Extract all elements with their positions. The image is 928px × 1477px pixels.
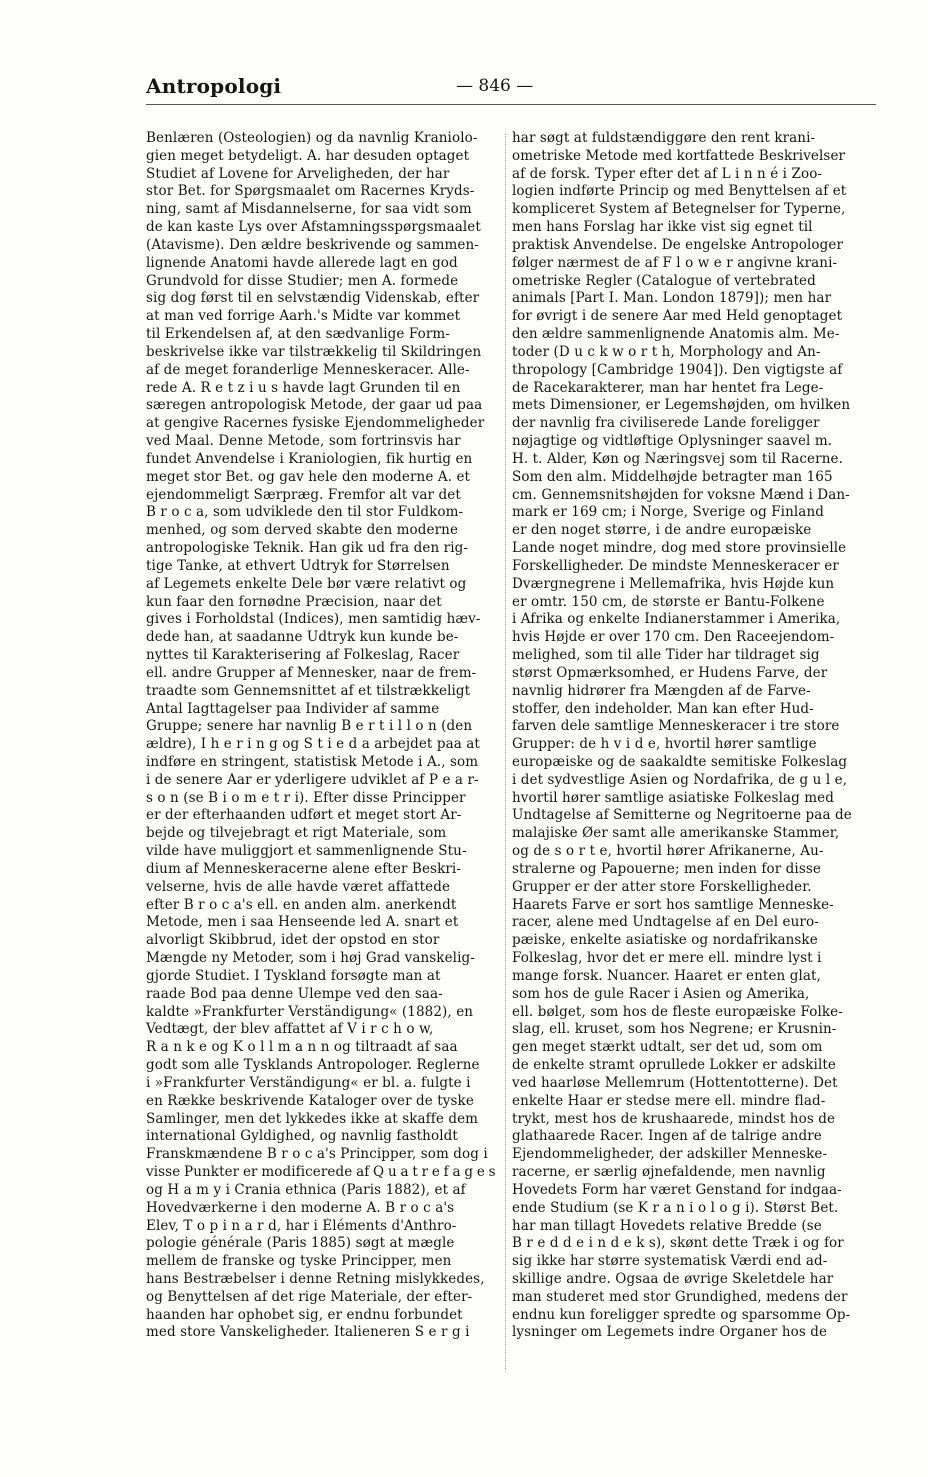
- text-line: ometriske Regler (Catalogue of vertebrated: [512, 272, 816, 289]
- text-line: Forskelligheder. De mindste Menneskeracer er: [512, 557, 839, 574]
- text-line: pæiske, enkelte asiatiske og nordafrikanske: [512, 932, 818, 949]
- text-line: europæiske og de saakaldte semitiske Folkeslag: [512, 753, 848, 770]
- text-line: ende Studium (se K r a n i o l o g i). Størst Bet.: [512, 1199, 839, 1216]
- text-line: sig ikke har større systematisk Værdi end ad-: [512, 1253, 828, 1270]
- text-line: lysninger om Legemets indre Organer hos de: [512, 1324, 828, 1341]
- text-line: mellem de franske og tyske Principper, men: [146, 1253, 452, 1270]
- text-line: den ældre sammenlignende Anatomis alm. Me-: [512, 326, 840, 343]
- text-line: enkelte Haar er stedse mere ell. mindre flad-: [512, 1092, 826, 1109]
- text-line: der navnlig fra civiliserede Lande foreligger: [512, 415, 820, 432]
- text-line: bejde og tilvejebragt et rigt Materiale, som: [146, 825, 447, 842]
- text-line: i det sydvestlige Asien og Nordafrika, de g u l e,: [512, 771, 848, 788]
- text-line: lignende Anatomi havde allerede lagt en god: [146, 254, 458, 271]
- text-line: med store Vanskeligheder. Italieneren S e r g i: [146, 1324, 470, 1341]
- text-line: særegen antropologisk Metode, der gaar ud paa: [146, 397, 483, 414]
- text-line: hvortil hører samtlige asiatiske Folkeslag med: [512, 789, 835, 806]
- text-line: mark er 169 cm; i Norge, Sverige og Finland: [512, 504, 824, 521]
- text-line: de Racekarakterer, man har hentet fra Lege-: [512, 379, 824, 396]
- text-line: alvorligt Skibbrud, idet der opstod en stor: [146, 932, 440, 949]
- text-line: nyttes til Karakterisering af Folkeslag, Racer: [146, 647, 460, 664]
- text-line: pologie générale (Paris 1885) søgt at mægle: [146, 1235, 455, 1252]
- text-line: endnu kun foreligger spredte og sparsomme Op-: [512, 1306, 851, 1323]
- text-line: Haarets Farve er sort hos samtlige Menneske-: [512, 896, 834, 913]
- text-line: Vedtægt, der blev affattet af V i r c h o w,: [146, 1021, 434, 1038]
- text-line: men hans Forslag har ikke vist sig egnet til: [512, 219, 813, 236]
- text-line: ell. andre Grupper af Mennesker, naar de frem-: [146, 664, 477, 681]
- text-line: stoffer, den indeholder. Man kan efter Hud-: [512, 700, 814, 717]
- text-line: mets Dimensioner, er Legemshøjden, om hvilken: [512, 397, 851, 414]
- text-line: indføre en stringent, statistisk Metode i A., som: [146, 753, 479, 770]
- text-line: og de s o r t e, hvortil hører Afrikanerne, Au-: [512, 843, 824, 860]
- text-line: trykt, mest hos de krushaarede, mindst hos de: [512, 1110, 836, 1127]
- text-line: nøjagtige og vidtløftige Oplysninger saavel m.: [512, 433, 833, 450]
- text-line: glathaarede Racer. Ingen af de talrige andre: [512, 1128, 822, 1145]
- text-line: Franskmændene B r o c a's Principper, som dog i: [146, 1146, 488, 1163]
- text-line: skillige andre. Ogsaa de øvrige Skeletdele har: [512, 1271, 834, 1287]
- text-line: i de senere Aar er yderligere udviklet af P e a r-: [146, 771, 479, 788]
- text-line: at man ved forrige Aarh.'s Midte var kommet: [146, 308, 461, 325]
- text-line: (Atavisme). Den ældre beskrivende og sammen-: [146, 236, 479, 253]
- text-line: s o n (se B i o m e t r i). Efter disse Principper: [146, 789, 466, 806]
- text-line: R a n k e og K o l l m a n n og tiltraadt af saa: [146, 1039, 458, 1056]
- text-line: international Gyldighed, og navnlig fastholdt: [146, 1128, 458, 1145]
- text-line: farven dele samtlige Menneskeracer i tre store: [512, 718, 840, 735]
- text-line: raade Bod paa denne Ulempe ved den saa-: [146, 985, 443, 1002]
- text-line: Elev, T o p i n a r d, har i Éléments d'Anthro-: [146, 1217, 457, 1234]
- text-line: Metode, men i saa Henseende led A. snart et: [146, 914, 459, 931]
- text-line: fundet Anvendelse i Kraniologien, fik hurtig en: [146, 450, 473, 467]
- text-line: ejendommeligt Særpræg. Fremfor alt var det: [146, 486, 461, 503]
- text-line: praktisk Anvendelse. De engelske Antropologer: [512, 236, 844, 253]
- text-line: kaldte »Frankfurter Verständigung« (1882), en: [146, 1003, 474, 1020]
- text-line: mange forsk. Nuancer. Haaret er enten glat,: [512, 967, 821, 984]
- text-line: Undtagelse af Semitterne og Negritoerne paa de: [512, 807, 852, 824]
- text-line: størst Opmærksomhed, er Hudens Farve, der: [512, 664, 828, 681]
- text-line: ell. bølget, som hos de fleste europæiske Folke-: [512, 1003, 843, 1020]
- text-line: hvis Højde er over 170 cm. Den Raceejendom-: [512, 629, 835, 646]
- text-line: ved Maal. Denne Metode, som fortrinsvis har: [146, 433, 461, 450]
- text-line: haanden har ophobet sig, er endnu forbundet: [146, 1306, 463, 1323]
- text-line: B r e d d e i n d e k s), skønt dette Træk i og for: [512, 1235, 844, 1252]
- text-line: Dværgnegrene i Mellemafrika, hvis Højde kun: [512, 575, 835, 592]
- text-line: stor Bet. for Spørgsmaalet om Racernes Kryds-: [146, 183, 475, 200]
- text-line: ometriske Metode med kortfattede Beskrivelser: [512, 147, 846, 164]
- text-line: har man tillagt Hovedets relative Bredde (se: [512, 1217, 822, 1234]
- text-line: dede han, at saadanne Udtryk kun kunde be-: [146, 629, 459, 646]
- text-line: B r o c a, som udviklede den til stor Fuldkom-: [146, 504, 464, 521]
- text-line: følger nærmest de af F l o w e r angivne krani-: [512, 254, 838, 271]
- right-column: [512, 130, 879, 1342]
- text-line: i »Frankfurter Verständigung« er bl. a. fulgte i: [146, 1074, 471, 1091]
- text-line: ning, samt af Misdannelserne, for saa vidt som: [146, 201, 472, 218]
- text-line: thropology [Cambridge 1904]). Den vigtigste af: [512, 361, 843, 378]
- text-line: ældre), I h e r i n g og S t i e d a arbejdet paa at: [146, 736, 480, 753]
- text-line: for øvrigt i de senere Aar med Held genoptaget: [512, 308, 843, 325]
- text-line: gien meget betydeligt. A. har desuden optaget: [146, 147, 470, 164]
- text-line: de enkelte stramt oprullede Lokker er adskilte: [512, 1057, 837, 1074]
- left-column: [146, 130, 496, 1342]
- text-line: dium af Menneskeracerne alene efter Beskri-: [146, 860, 461, 877]
- text-line: Lande noget mindre, dog med store provinsielle: [512, 540, 847, 557]
- text-line: til Erkendelsen af, at den sædvanlige Form-: [146, 326, 450, 343]
- text-line: har søgt at fuldstændiggøre den rent krani-: [512, 130, 816, 146]
- text-line: rede A. R e t z i u s havde lagt Grunden til en: [146, 379, 461, 396]
- text-line: kompliceret System af Betegnelser for Typerne,: [512, 201, 846, 218]
- text-line: toder (D u c k w o r t h, Morphology and An-: [512, 343, 821, 360]
- text-line: kun faar den fornødne Præcision, naar det: [146, 593, 442, 610]
- text-line: gives i Forholdstal (Indices), men samtidig hæv-: [146, 611, 481, 628]
- text-line: ved haarløse Mellemrum (Hottentotterne). Det: [512, 1074, 838, 1091]
- text-line: af Legemets enkelte Dele bør være relativt og: [146, 575, 467, 592]
- text-line: at gengive Racernes fysiske Ejendommeligheder: [146, 415, 485, 432]
- text-line: traadte som Gennemsnittet af et tilstrækkeligt: [146, 682, 471, 699]
- text-line: Mængde ny Metoder, som i høj Grad vanskelig-: [146, 950, 475, 967]
- text-line: Hovedets Form har været Genstand for indgaa-: [512, 1181, 842, 1198]
- text-line: navnlig hidrører fra Mængden af de Farve-: [512, 682, 811, 699]
- text-line: cm. Gennemsnitshøjden for voksne Mænd i Dan-: [512, 486, 850, 503]
- text-line: sig dog først til en selvstændig Videnskab, efter: [146, 290, 480, 307]
- text-line: og Benyttelsen af det rige Materiale, der efter-: [146, 1288, 473, 1305]
- header-rule: [146, 104, 876, 105]
- text-line: stralerne og Papouerne; men inden for disse: [512, 860, 821, 877]
- text-line: hans Bestræbelser i denne Retning mislykkedes,: [146, 1271, 485, 1287]
- text-line: menhed, og som derved skabte den moderne: [146, 522, 459, 539]
- text-line: Ejendommeligheder, der adskiller Menneske-: [512, 1146, 828, 1163]
- text-line: antropologiske Teknik. Han gik ud fra den rig-: [146, 540, 469, 557]
- text-line: Grupper: de h v i d e, hvortil hører samtlige: [512, 736, 817, 753]
- text-line: Gruppe; senere har navnlig B e r t i l l o n (den: [146, 718, 473, 735]
- text-line: efter B r o c a's ell. en anden alm. anerkendt: [146, 896, 457, 913]
- text-line: velserne, hvis de alle havde været affattede: [146, 878, 451, 895]
- text-line: godt som alle Tysklands Antropologer. Reglerne: [146, 1057, 480, 1074]
- text-line: som hos de gule Racer i Asien og Amerika,: [512, 985, 810, 1002]
- running-title: Antropologi: [146, 74, 282, 98]
- text-line: er der efterhaanden udført et meget stort Ar-: [146, 807, 462, 824]
- text-line: Antal Iagttagelser paa Individer af samme: [146, 700, 440, 717]
- text-line: melighed, som til alle Tider har tildraget sig: [512, 647, 820, 664]
- text-line: gen meget stærkt udtalt, ser det ud, som om: [512, 1039, 823, 1056]
- page-number: — 846 —: [456, 76, 534, 96]
- text-line: Studiet af Lovene for Arveligheden, der har: [146, 165, 450, 182]
- text-line: Grundvold for disse Studier; men A. formede: [146, 272, 459, 289]
- text-line: Grupper er der atter store Forskelligheder.: [512, 878, 812, 895]
- text-line: og H a m y i Crania ethnica (Paris 1882), et af: [146, 1181, 466, 1198]
- text-line: H. t. Alder, Køn og Næringsvej som til Racerne.: [512, 450, 843, 467]
- column-divider: [505, 134, 506, 1369]
- text-line: de kan kaste Lys over Afstamningsspørgsmaalet: [146, 219, 481, 236]
- text-line: Folkeslag, hvor det er mere ell. mindre lyst i: [512, 950, 822, 967]
- text-line: af de meget foranderlige Menneskeracer. Alle-: [146, 361, 470, 378]
- text-line: Benlæren (Osteologien) og da navnlig Kraniolo-: [146, 130, 478, 146]
- text-line: Som den alm. Middelhøjde betragter man 165: [512, 468, 833, 485]
- text-line: malajiske Øer samt alle amerikanske Stammer,: [512, 825, 840, 842]
- text-line: racerne, er særlig øjnefaldende, men navnlig: [512, 1164, 826, 1181]
- text-line: visse Punkter er modificerede af Q u a t r e f a g e s: [146, 1164, 496, 1181]
- text-line: meget stor Bet. og gav hele den moderne A. et: [146, 468, 471, 485]
- text-line: logien indførte Princip og med Benyttelsen af et: [512, 183, 847, 200]
- text-line: man studeret med stor Grundighed, medens der: [512, 1288, 848, 1305]
- text-line: racer, alene med Undtagelse af en Del euro-: [512, 914, 819, 931]
- text-line: gjorde Studiet. I Tyskland forsøgte man at: [146, 967, 441, 984]
- text-line: i Afrika og enkelte Indianerstammer i Amerika,: [512, 611, 841, 628]
- text-line: slag, ell. kruset, som hos Negrene; er Krusnin-: [512, 1021, 837, 1038]
- text-line: beskrivelse ikke var tilstrækkelig til Skildringen: [146, 343, 482, 360]
- text-line: Hovedværkerne i den moderne A. B r o c a's: [146, 1199, 455, 1216]
- text-line: Samlinger, men det lykkedes ikke at skaffe dem: [146, 1110, 479, 1127]
- text-line: animals [Part I. Man. London 1879]); men har: [512, 290, 832, 307]
- text-line: er den noget større, i de andre europæiske: [512, 522, 812, 539]
- text-line: af de forsk. Typer efter det af L i n n é i Zoo-: [512, 165, 823, 182]
- text-line: tige Tanke, at ethvert Udtryk for Størrelsen: [146, 557, 450, 574]
- page-header: [146, 70, 876, 104]
- text-line: vilde have muliggjort et sammenlignende Stu-: [146, 843, 467, 860]
- text-line: en Række beskrivende Kataloger over de tyske: [146, 1092, 474, 1109]
- text-line: er omtr. 150 cm, de største er Bantu-Folkene: [512, 593, 825, 610]
